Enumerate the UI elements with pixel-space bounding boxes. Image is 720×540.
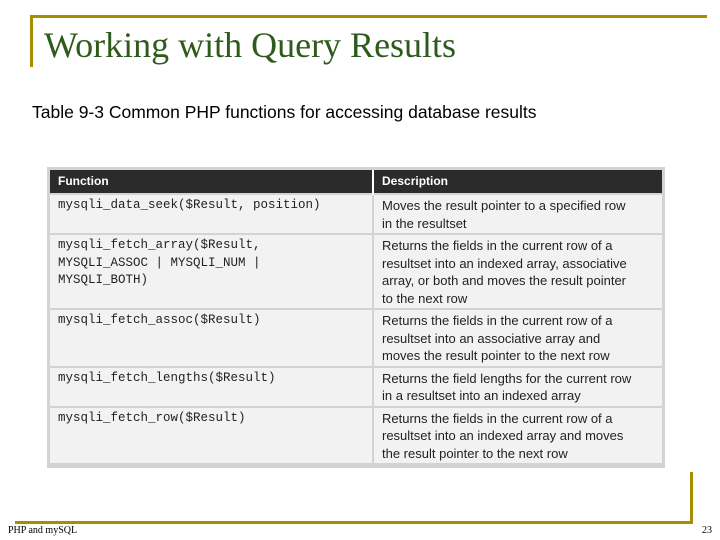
description-line: to the next row [382,290,468,306]
description-line: Returns the field lengths for the current row [382,370,632,386]
function-signature-line: MYSQLI_ASSOC | MYSQLI_NUM | [58,255,261,270]
function-signature-line: mysqli_fetch_assoc($Result) [58,313,261,327]
description-line: resultset into an indexed array and moves [382,428,624,443]
bottom-accent-line [15,521,693,524]
description-cell [373,367,662,407]
function-cell [50,194,373,234]
function-signature-line: MYSQLI_BOTH) [58,273,149,287]
description-line: resultset into an associative array and [382,330,601,346]
left-accent-line [30,15,33,67]
description-line: Moves the result pointer to a specified row [382,198,626,213]
top-accent-line [30,15,707,18]
description-line: Returns the fields in the current row of a [382,313,613,328]
description-line: in a resultset into an indexed array [382,388,581,403]
function-cell [50,367,373,407]
description-cell [373,194,662,234]
header-description: Description [373,170,662,194]
description-line: array, or both and moves the result pointer [382,273,626,288]
description-line: in the resultset [382,215,467,231]
function-signature-line: mysqli_data_seek($Result, position) [58,198,321,212]
table-row [50,407,662,464]
table-row [50,309,662,367]
right-accent-line [690,472,693,524]
description-line: moves the result pointer to the next row [382,348,610,363]
function-cell [50,407,373,464]
description-cell [373,234,662,309]
description-line: the result pointer to the next row [382,445,568,461]
table-header-row [50,170,662,194]
description-line: Returns the fields in the current row of a [382,410,613,426]
function-signature-line: mysqli_fetch_row($Result) [58,410,246,425]
function-cell [50,309,373,367]
description-line: resultset into an indexed array, associative [382,255,627,271]
description-cell [373,309,662,367]
footer-course-title: PHP and mySQL [8,525,78,536]
table-row [50,194,662,234]
function-cell [50,234,373,309]
functions-table-frame [47,167,665,468]
footer-page-number: 23 [702,525,712,536]
table-row [50,367,662,407]
description-line: Returns the fields in the current row of a [382,238,613,253]
description-cell [373,407,662,464]
table-caption: Table 9-3 Common PHP functions for accessing database results [32,102,537,122]
header-function: Function [50,170,373,194]
function-signature-line: mysqli_fetch_array($Result, [58,238,261,252]
functions-table [50,170,662,463]
function-signature-line: mysqli_fetch_lengths($Result) [58,370,276,385]
slide-title: Working with Query Results [44,25,457,65]
table-row [50,234,662,309]
